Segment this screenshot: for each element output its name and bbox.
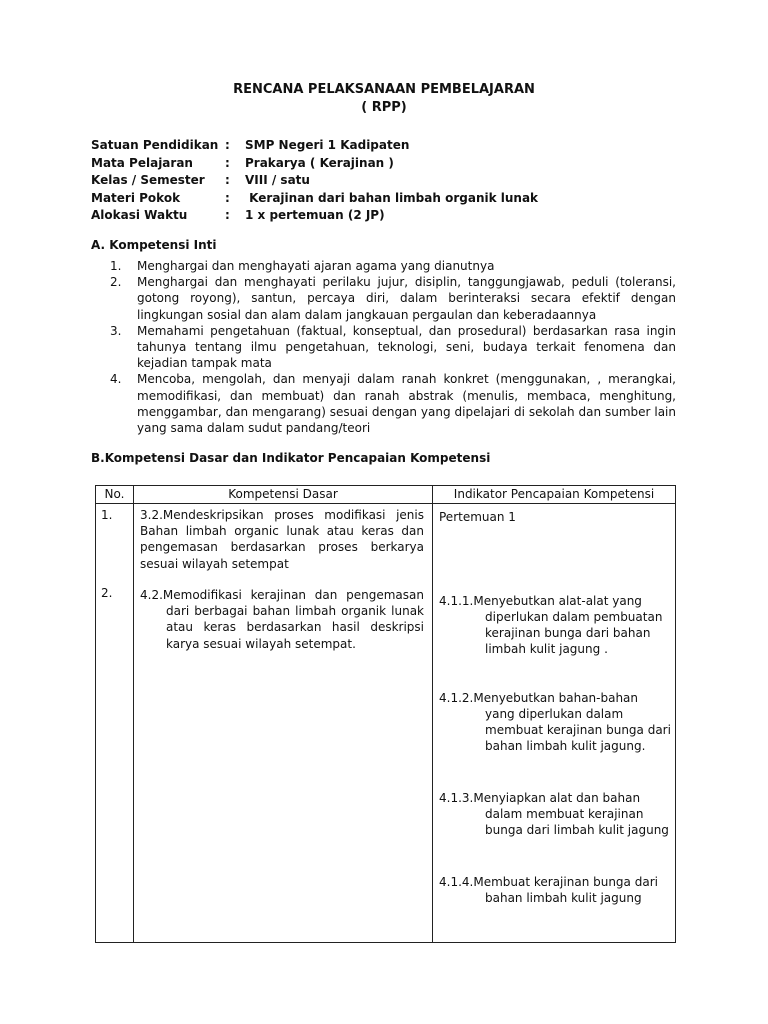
kompetensi-dasar-cell: [134, 504, 433, 943]
identity-value: SMP Negeri 1 Kadipaten: [245, 138, 410, 152]
kompetensi-dasar-text: 3.2.Mendeskripsikan proses modifikasi jenis Bahan limbah organic lunak atau keras dan pengemasan berdasarkan proses berkarya sesuai wilayah setempat: [140, 508, 424, 571]
indikator-text: 4.1.3.Menyiapkan alat dan bahan dalam membuat kerajinan bunga dari limbah kulit jagung: [439, 791, 669, 837]
column-header: Kompetensi Dasar: [134, 486, 433, 504]
identity-row: Alokasi Waktu : 1 x pertemuan (2 JP): [91, 207, 691, 225]
column-header: Indikator Pencapaian Kompetensi: [433, 486, 676, 504]
number-cell: [96, 504, 134, 943]
identity-row: Mata Pelajaran : Prakarya ( Kerajinan ): [91, 155, 691, 173]
table-row: [96, 504, 676, 943]
identity-value: 1 x pertemuan (2 JP): [245, 208, 385, 222]
document-subtitle: ( RPP): [361, 100, 407, 115]
document-title: RENCANA PELAKSANAAN PEMBELAJARAN: [233, 82, 535, 97]
indikator-text: 4.1.4.Membuat kerajinan bunga dari bahan limbah kulit jagung: [439, 875, 658, 905]
section-b-heading: B.Kompetensi Dasar dan Indikator Pencapaian Kompetensi: [91, 451, 491, 465]
identity-label: Materi Pokok: [91, 190, 181, 205]
list-item: 2. Menghargai dan menghayati perilaku jujur, disiplin, tanggungjawab, peduli (toleransi, gotong royong), santun, percaya diri, dalam berinteraksi secara efektif dengan lingkungan sosial dan alam dalam jangkauan pergaulan dan keberadaannya: [110, 275, 676, 322]
indikator-text: 4.1.2.Menyebutkan bahan-bahan yang diperlukan dalam membuat kerajinan bunga dari bahan limbah kulit jagung.: [439, 691, 671, 753]
column-header: No.: [96, 486, 134, 504]
table-header-row: [96, 486, 676, 504]
identity-label: Alokasi Waktu: [91, 208, 188, 222]
meeting-label: Pertemuan 1: [439, 510, 516, 524]
competency-table: [95, 485, 676, 943]
list-item: 4. Mencoba, mengolah, dan menyaji dalam ranah konkret (menggunakan, , merangkai, memodifikasi, dan membuat) dan ranah abstrak (menulis, membaca, menghitung, menggambar, dan mengarang) sesuai dengan yang dipelajari di sekolah dan sumber lain yang sama dalam sudut pandang/teori: [110, 372, 676, 436]
kompetensi-inti-list: [110, 258, 676, 436]
list-item: 3. Memahami pengetahuan (faktual, konseptual, dan prosedural) berdasarkan rasa ingin tahunya tentang ilmu pengetahuan, teknologi, seni, budaya terkait fenomena dan kejadian tampak mata: [110, 323, 676, 371]
identity-block: [91, 137, 691, 225]
identity-row: Kelas / Semester : VIII / satu: [91, 172, 691, 190]
row-number: 2.: [101, 586, 113, 600]
identity-value: Kerajinan dari bahan limbah organik lunak: [245, 190, 539, 205]
identity-value: VIII / satu: [245, 173, 310, 187]
identity-label: Satuan Pendidikan: [91, 138, 219, 152]
identity-row: Satuan Pendidikan : SMP Negeri 1 Kadipaten: [91, 137, 691, 155]
indikator-cell: [433, 504, 676, 943]
identity-row: Materi Pokok : Kerajinan dari bahan limbah organik lunak: [91, 190, 691, 208]
identity-label: Mata Pelajaran: [91, 155, 193, 170]
row-number: 1.: [101, 508, 113, 522]
kompetensi-dasar-text: 4.2.Memodifikasi kerajinan dan pengemasan dari berbagai bahan limbah organik lunak atau keras berdasarkan hasil deskripsi karya sesuai wilayah setempat.: [140, 588, 424, 651]
indikator-text: 4.1.1.Menyebutkan alat-alat yang diperlukan dalam pembuatan kerajinan bunga dari bahan limbah kulit jagung .: [439, 594, 663, 656]
section-a-heading: A. Kompetensi Inti: [91, 238, 217, 252]
list-item: 1. Menghargai dan menghayati ajaran agama yang dianutnya: [110, 259, 495, 273]
identity-value: Prakarya ( Kerajinan ): [245, 155, 394, 170]
identity-label: Kelas / Semester: [91, 173, 205, 187]
